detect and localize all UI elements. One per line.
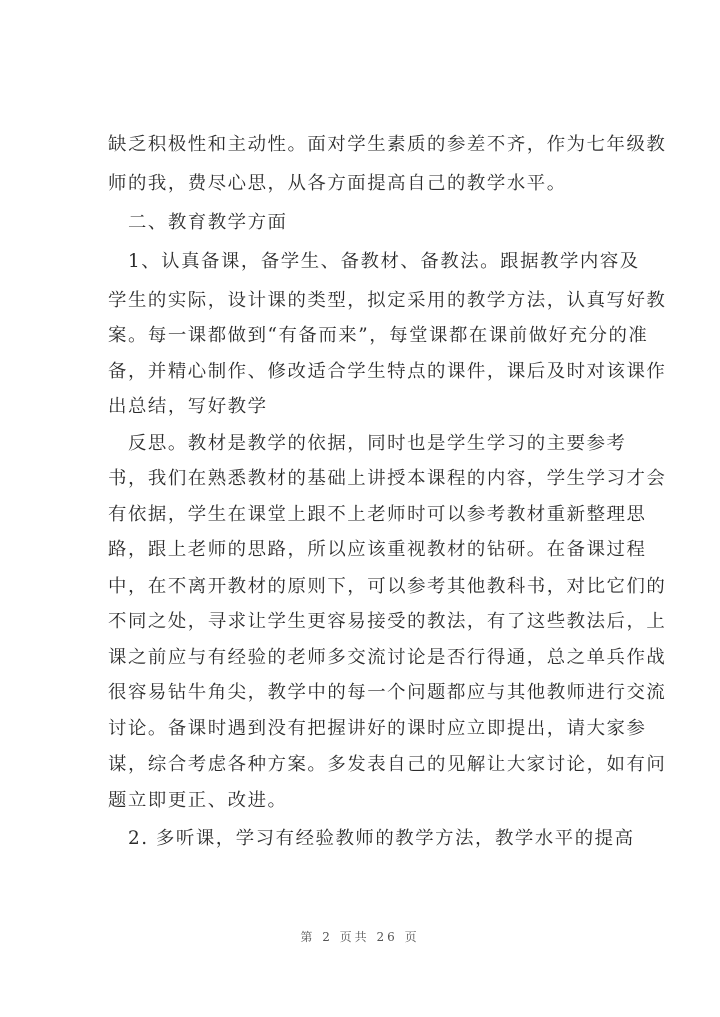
text-line: 书，我们在熟悉教材的基础上讲授本课程的内容，学生学习才会 — [108, 468, 667, 489]
section-heading: 二、教育教学方面 — [108, 212, 288, 233]
text-line: 不同之处，寻求让学生更容易接受的教法，有了这些教法后，上 — [108, 611, 667, 632]
text-line: 学生的实际，设计课的类型，拟定采用的教学方法，认真写好教 — [108, 290, 667, 311]
text-line: 讨论。备课时遇到没有把握讲好的课时应立即提出，请大家参 — [108, 718, 647, 739]
text-line: 中，在不离开教材的原则下，可以参考其他教科书，对比它们的 — [108, 576, 667, 597]
text-line: 有依据，学生在课堂上跟不上老师时可以参考教材重新整理思 — [108, 504, 647, 525]
text-line: 1、认真备课，备学生、备教材、备教法。跟据教学内容及 — [108, 251, 640, 272]
text-line: 案。每一课都做到“有备而来”，每堂课都在课前做好充分的准 — [108, 325, 649, 346]
page-number-footer: 第 2 页共 26 页 — [300, 930, 420, 944]
text-line: 师的我，费尽心思，从各方面提高自己的教学水平。 — [108, 173, 567, 194]
text-line: 出总结，写好教学 — [108, 396, 268, 417]
text-line: 反思。教材是教学的依据，同时也是学生学习的主要参考 — [108, 433, 627, 454]
text-line: 缺乏积极性和主动性。面对学生素质的参差不齐，作为七年级教 — [108, 134, 667, 155]
text-line: 谋，综合考虑各种方案。多发表自己的见解让大家讨论，如有问 — [108, 754, 667, 775]
text-line: 题立即更正、改进。 — [108, 790, 288, 811]
text-line: 路，跟上老师的思路，所以应该重视教材的钻研。在备课过程 — [108, 539, 647, 560]
text-line: 备，并精心制作、修改适合学生特点的课件，课后及时对该课作 — [108, 361, 667, 382]
text-line: 2. 多听课，学习有经验教师的教学方法，教学水平的提高 — [108, 828, 635, 849]
text-line: 课之前应与有经验的老师多交流讨论是否行得通，总之单兵作战 — [108, 647, 667, 668]
text-line: 很容易钻牛角尖，教学中的每一个问题都应与其他教师进行交流 — [108, 682, 667, 703]
